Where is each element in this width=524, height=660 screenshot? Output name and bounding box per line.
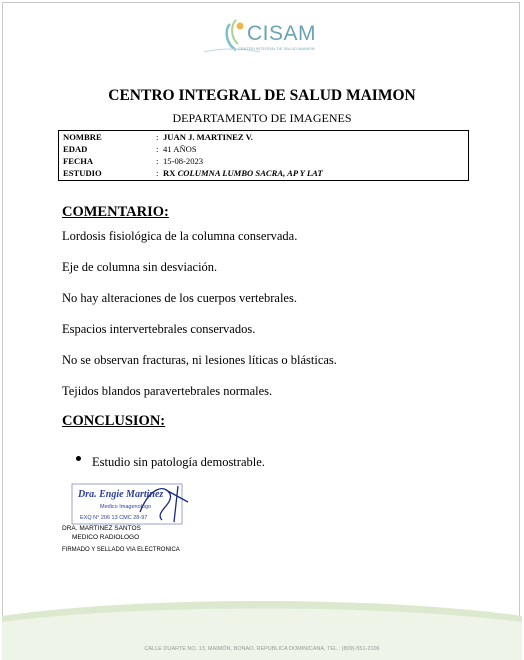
date-label: FECHA: [63, 156, 94, 166]
bullet-icon: [76, 456, 81, 461]
stamp-role: Medico Imagenologo: [100, 504, 152, 510]
age-label: EDAD: [63, 144, 88, 154]
comentario-heading: COMENTARIO:: [62, 204, 169, 220]
doctor-stamp-image: [70, 482, 200, 528]
logo-subtitle: CENTRO INTEGRAL DE SALUD MAIMON: [238, 46, 315, 51]
study-value: [163, 168, 323, 179]
patient-info-box: [58, 130, 469, 181]
study-prefix: RX: [163, 168, 176, 178]
comentario-line: No hay alteraciones de los cuerpos vertebrales.: [62, 291, 297, 305]
stamp-name: Dra. Engie Martinez: [78, 489, 164, 500]
comentario-line: Tejidos blandos paravertebrales normales.: [62, 384, 273, 398]
page-title: CENTRO INTEGRAL DE SALUD MAIMON: [108, 87, 416, 104]
department-title: DEPARTAMENTO DE IMAGENES: [172, 111, 352, 125]
study-description: COLUMNA LUMBO SACRA, AP Y LAT: [177, 168, 323, 178]
conclusion-item: Estudio sin patología demostrable.: [92, 455, 265, 469]
stamp-exq: EXQ N° 206 13 CMC 28-97: [80, 515, 148, 521]
doctor-name: DRA. MARTINEZ SANTOS: [62, 525, 141, 532]
name-colon: :: [156, 132, 159, 142]
study-colon: :: [156, 168, 159, 178]
comentario-line: Eje de columna sin desviación.: [62, 260, 218, 274]
doctor-role: MEDICO RADIOLOGO: [72, 534, 140, 541]
conclusion-heading: CONCLUSION:: [62, 413, 166, 429]
footer-address: CALLE DUARTE NO. 13, MAIMÓN, BONAO, REPUBLICA DOMINICANA, TEL.: (809)-551-2106: [144, 646, 380, 652]
signature-note: FIRMADO Y SELLADO VIA ELECTRONICA: [62, 547, 180, 553]
date-colon: :: [156, 156, 159, 166]
age-value: 41 AÑOS: [163, 144, 197, 154]
date-value: 15-08-2023: [163, 156, 204, 166]
name-label: NOMBRE: [63, 132, 102, 142]
name-value: JUAN J. MARTINEZ V.: [163, 132, 253, 142]
age-colon: :: [156, 144, 159, 154]
comentario-line: No se observan fracturas, ni lesiones líticas o blásticas.: [62, 353, 337, 367]
study-label: ESTUDIO: [63, 168, 102, 178]
comentario-line: Espacios intervertebrales conservados.: [62, 322, 256, 336]
comentario-line: Lordosis fisiológica de la columna conservada.: [62, 229, 298, 243]
logo-name: CISAM: [247, 22, 317, 45]
